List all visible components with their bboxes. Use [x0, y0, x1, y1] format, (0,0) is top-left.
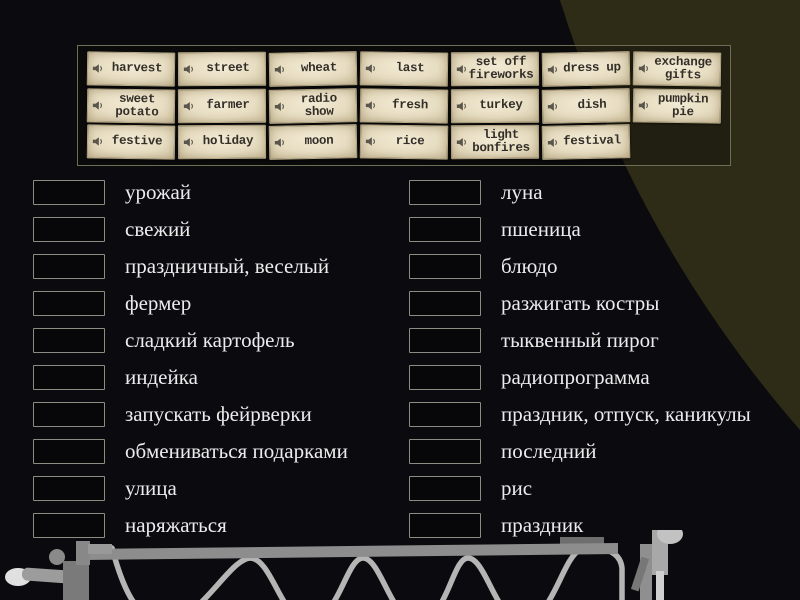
answer-slot[interactable]: [33, 254, 105, 279]
word-card[interactable]: [542, 51, 631, 87]
match-row: [33, 322, 348, 359]
left-post: [76, 541, 90, 565]
match-row: [33, 359, 348, 396]
word-card-label: festival: [563, 133, 621, 149]
word-card[interactable]: [87, 88, 176, 123]
match-label: тыквенный пирог: [501, 328, 659, 352]
match-label: наряжаться: [125, 513, 227, 537]
word-card[interactable]: [87, 51, 176, 86]
speaker-icon: [547, 137, 559, 149]
speaker-icon: [183, 136, 195, 148]
speaker-icon: [638, 99, 650, 111]
match-row: [33, 174, 348, 211]
match-label: запускать фейрверки: [125, 402, 312, 426]
speaker-icon: [456, 100, 468, 112]
answer-slot[interactable]: [33, 513, 105, 538]
speaker-icon: [638, 62, 650, 74]
word-card-label: sweet potato: [115, 90, 159, 119]
match-label: урожай: [125, 180, 192, 204]
word-card-label: radio show: [300, 90, 337, 119]
match-label: праздник: [501, 513, 584, 537]
word-card-label: moon: [304, 133, 334, 149]
speaker-icon: [547, 64, 559, 76]
speaker-icon: [456, 63, 468, 75]
word-card[interactable]: [451, 52, 539, 87]
answer-slot[interactable]: [409, 402, 481, 427]
right-rod: [656, 571, 664, 600]
word-card[interactable]: [633, 88, 722, 123]
word-card-label: wheat: [300, 60, 338, 76]
match-row: [409, 396, 751, 433]
match-label: улица: [125, 476, 177, 500]
word-card-label: last: [395, 61, 425, 76]
word-card[interactable]: [360, 88, 449, 123]
match-label: индейка: [125, 365, 198, 389]
match-row: [409, 174, 751, 211]
word-card-label: festive: [111, 133, 163, 149]
speaker-icon: [274, 137, 286, 149]
word-bank-row: [87, 89, 721, 123]
match-label: радиопрограмма: [501, 365, 650, 389]
match-label: праздник, отпуск, каникулы: [501, 402, 751, 426]
word-card[interactable]: [542, 88, 631, 124]
speaker-icon: [92, 62, 104, 74]
match-label: фермер: [125, 291, 192, 315]
word-card-label: farmer: [206, 97, 250, 112]
word-card-label: light bonfires: [472, 127, 530, 156]
word-card[interactable]: [451, 125, 539, 160]
word-card[interactable]: [360, 51, 449, 86]
word-bank-row: [87, 52, 721, 86]
answer-slot[interactable]: [409, 365, 481, 390]
match-row: [409, 470, 751, 507]
match-label: пшеница: [501, 217, 581, 241]
word-card[interactable]: [178, 125, 266, 160]
speaker-icon: [274, 100, 286, 112]
word-card[interactable]: [451, 88, 539, 123]
answer-slot[interactable]: [409, 254, 481, 279]
answer-slot[interactable]: [409, 513, 481, 538]
word-card[interactable]: [360, 124, 449, 159]
word-card-label: harvest: [111, 60, 163, 76]
answer-slot[interactable]: [33, 328, 105, 353]
word-card[interactable]: [633, 51, 722, 86]
match-row: [33, 396, 348, 433]
answer-slot[interactable]: [33, 217, 105, 242]
match-label: свежий: [125, 217, 191, 241]
answer-slot[interactable]: [33, 180, 105, 205]
speaker-icon: [274, 64, 286, 76]
match-row: [33, 248, 348, 285]
word-card[interactable]: [542, 124, 631, 160]
match-row: [33, 285, 348, 322]
match-row: [33, 211, 348, 248]
word-bank-row: [87, 125, 721, 159]
match-row: [33, 470, 348, 507]
word-card-label: pumpkin pie: [657, 90, 709, 119]
match-row: [409, 507, 751, 544]
speaker-icon: [365, 99, 377, 111]
left-knob: [49, 549, 65, 565]
answer-slot[interactable]: [409, 328, 481, 353]
speaker-icon: [183, 100, 195, 112]
match-row: [409, 433, 751, 470]
word-card-label: fresh: [391, 97, 429, 113]
word-card[interactable]: [269, 51, 358, 87]
match-label: праздничный, веселый: [125, 254, 330, 278]
match-row: [409, 359, 751, 396]
speaker-icon: [547, 100, 559, 112]
match-label: рис: [501, 476, 533, 500]
answer-slot[interactable]: [33, 402, 105, 427]
word-card[interactable]: [269, 88, 358, 124]
word-card[interactable]: [178, 88, 266, 123]
word-card[interactable]: [269, 124, 358, 160]
speaker-icon: [92, 135, 104, 147]
answer-slot[interactable]: [33, 439, 105, 464]
match-label: блюдо: [501, 254, 558, 278]
speaker-icon: [365, 62, 377, 74]
match-label: разжигать костры: [501, 291, 660, 315]
speaker-icon: [456, 136, 468, 148]
word-card-label: dish: [577, 97, 607, 112]
word-card-label: street: [206, 61, 250, 76]
match-row: [409, 211, 751, 248]
match-label: последний: [501, 439, 597, 463]
answer-slot[interactable]: [409, 217, 481, 242]
paper-bail-bar: [85, 543, 618, 560]
answer-slot[interactable]: [409, 439, 481, 464]
match-row: [409, 285, 751, 322]
match-row: [409, 248, 751, 285]
speaker-icon: [365, 135, 377, 147]
word-bank: [77, 45, 731, 166]
answer-slot[interactable]: [33, 365, 105, 390]
speaker-icon: [183, 63, 195, 75]
word-card[interactable]: [178, 52, 266, 87]
left-bracket: [63, 561, 89, 600]
word-card-label: holiday: [202, 134, 254, 149]
match-column-left: [33, 174, 348, 544]
match-row: [409, 322, 751, 359]
match-row: [33, 433, 348, 470]
match-label: луна: [501, 180, 543, 204]
speaker-icon: [92, 99, 104, 111]
word-card-label: exchange gifts: [654, 54, 713, 83]
word-card[interactable]: [87, 124, 176, 159]
match-label: сладкий картофель: [125, 328, 295, 352]
answer-slot[interactable]: [33, 476, 105, 501]
answer-slot[interactable]: [409, 291, 481, 316]
answer-slot[interactable]: [33, 291, 105, 316]
answer-slot[interactable]: [409, 180, 481, 205]
match-column-right: [409, 174, 751, 544]
answer-slot[interactable]: [409, 476, 481, 501]
match-row: [33, 507, 348, 544]
left-joint: [88, 544, 112, 554]
word-card-label: turkey: [479, 97, 523, 112]
match-label: обмениваться подарками: [125, 439, 348, 463]
bail-hook: [596, 548, 622, 600]
word-card-label: rice: [395, 134, 425, 149]
word-card-label: set off fireworks: [468, 54, 534, 83]
word-card-label: dress up: [563, 60, 621, 76]
